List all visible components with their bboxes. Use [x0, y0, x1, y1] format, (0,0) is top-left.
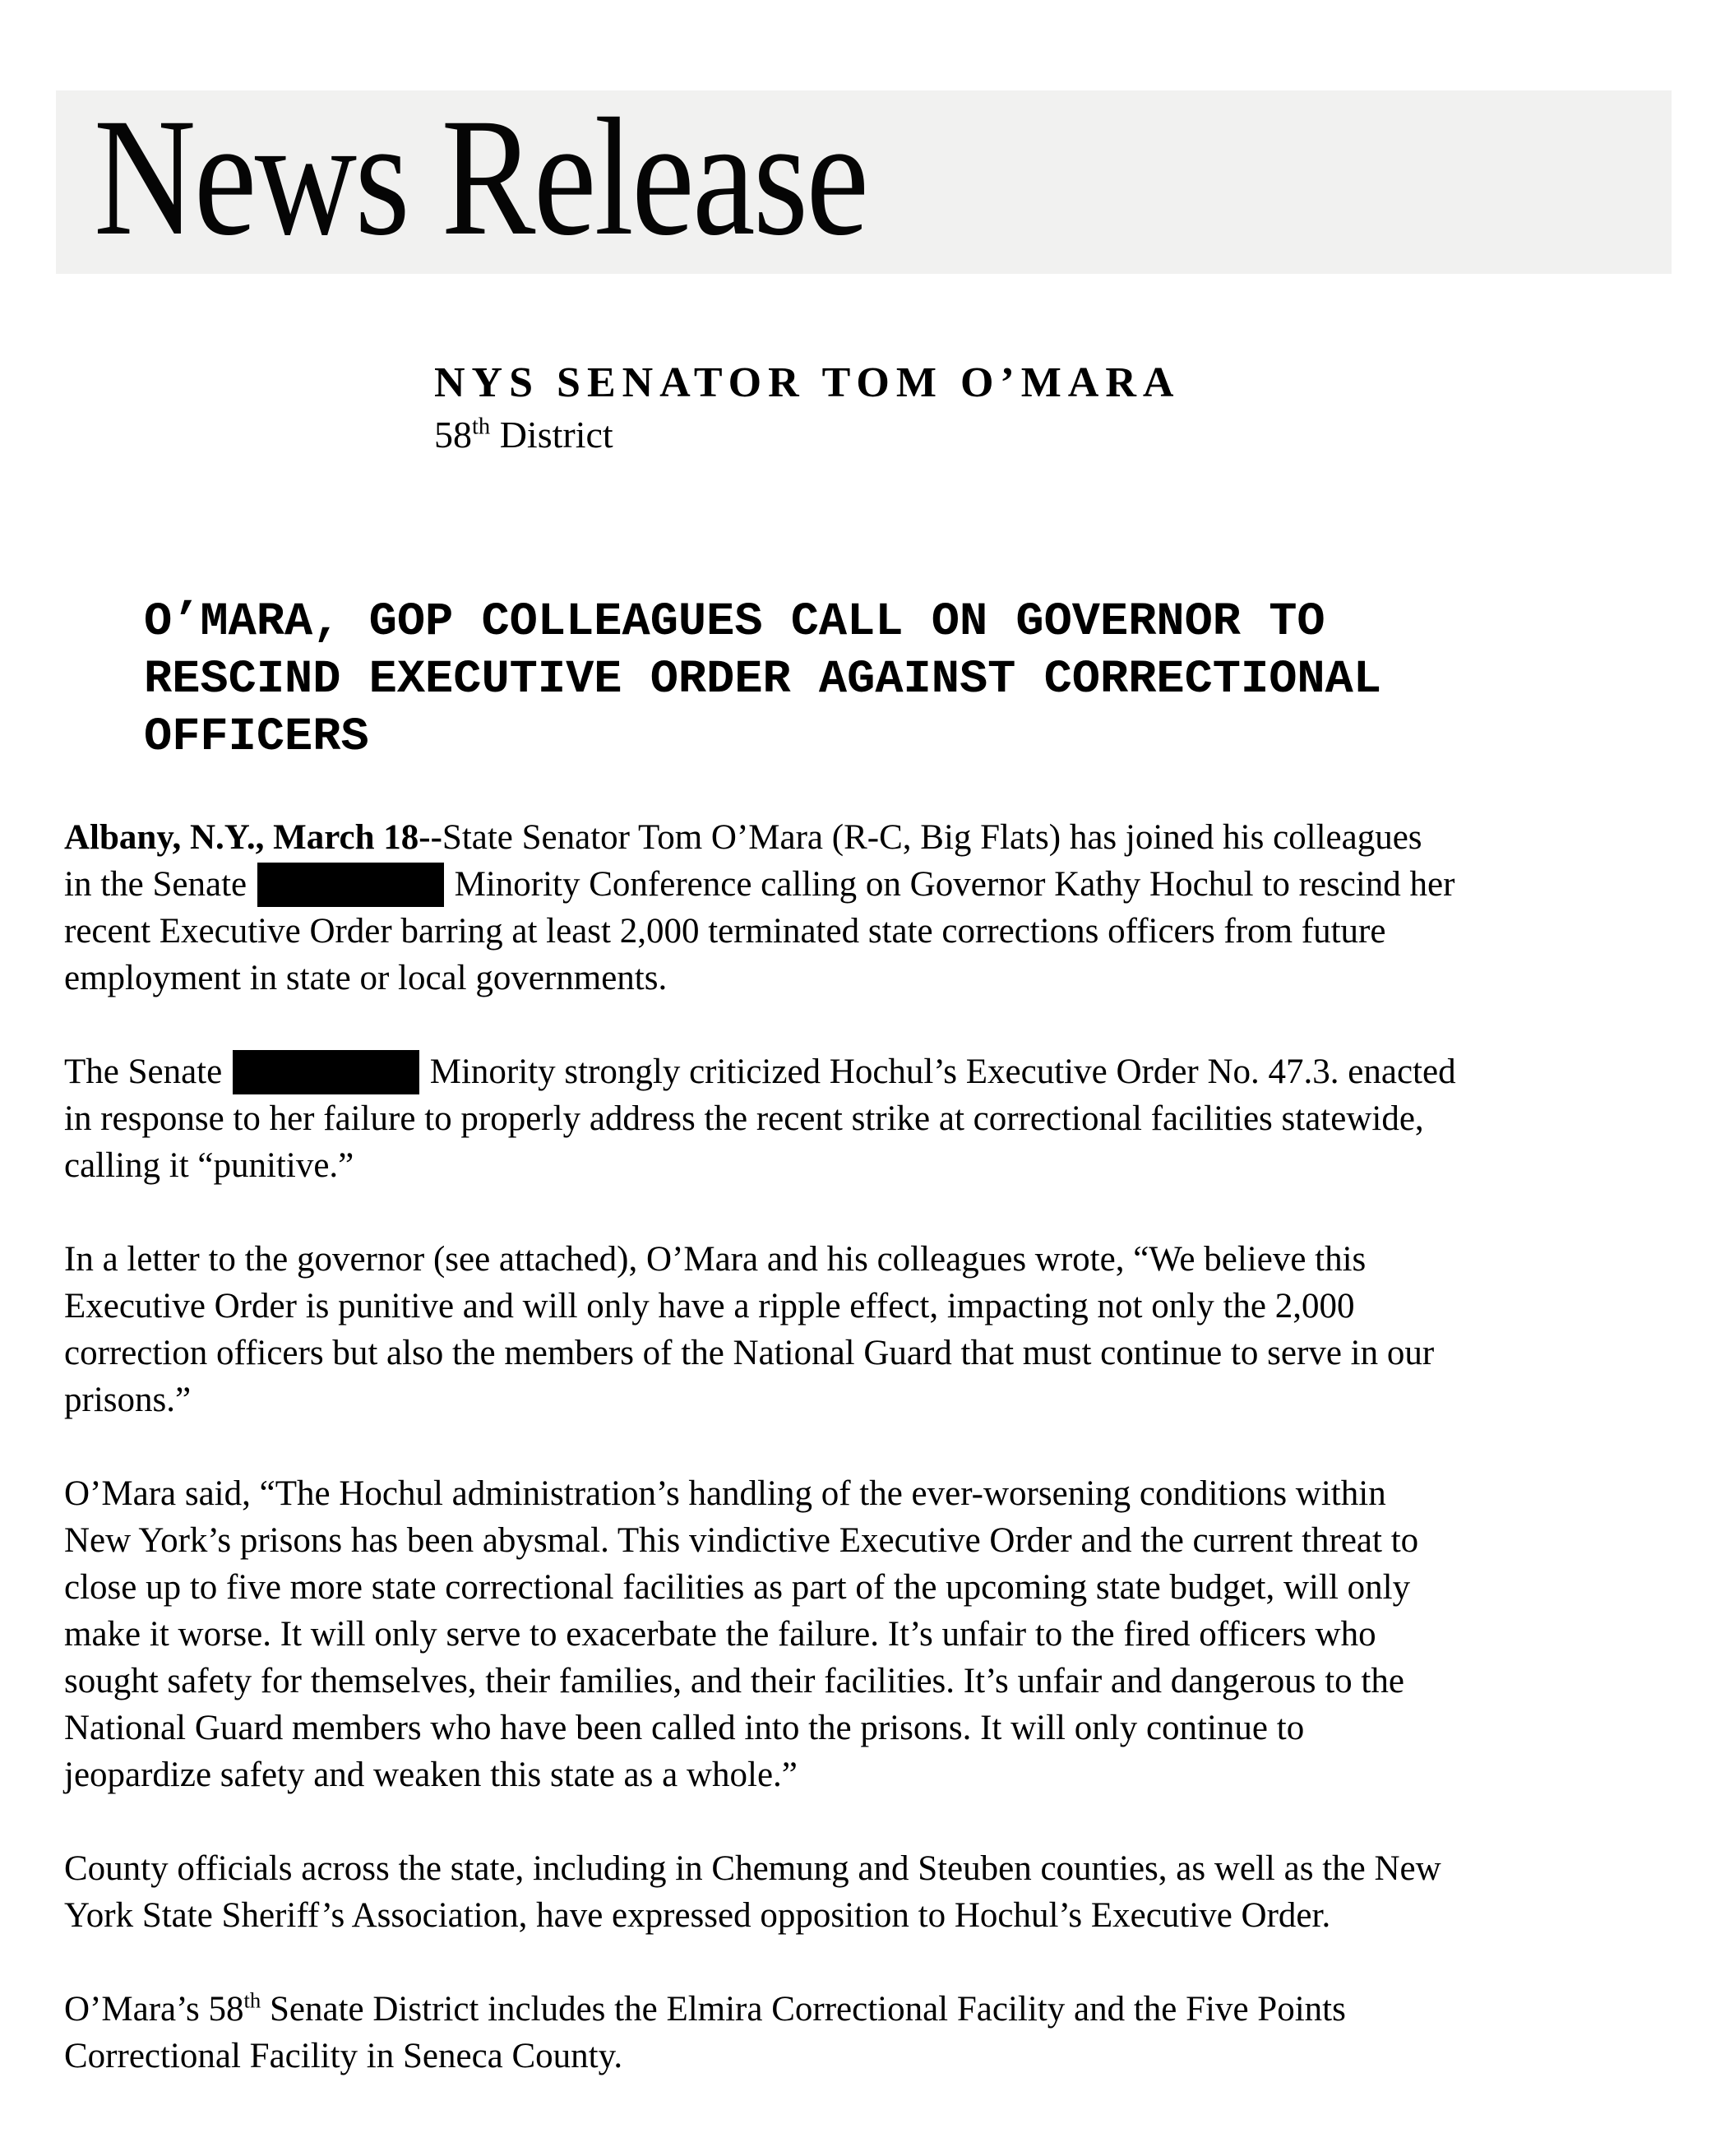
body-line — [64, 2033, 1692, 2080]
body-text: O’Mara said, “The Hochul administration’s handling of the ever-worsening conditions within — [64, 1474, 1386, 1513]
masthead-title: News Release — [94, 84, 867, 271]
headline-line-1: O’MARA, GOP COLLEAGUES CALL ON GOVERNOR TO — [144, 596, 1325, 649]
body-paragraph — [64, 1845, 1692, 1939]
body-text: State Senator Tom O’Mara (R-C, Big Flats) has joined his colleagues — [442, 818, 1422, 857]
body-text: Senate District includes the Elmira Correctional Facility and the Five Points — [261, 1990, 1346, 2029]
body-line — [64, 1376, 1692, 1423]
body-text: close up to five more state correctional facilities as part of the upcoming state budget, will only — [64, 1568, 1411, 1607]
body-text: calling it “punitive.” — [64, 1146, 354, 1185]
body-text: prisons.” — [64, 1381, 192, 1419]
body-line — [64, 908, 1692, 955]
body-paragraph — [64, 1048, 1692, 1189]
body-text: correction officers but also the members of the National Guard that must continue to serve in our — [64, 1334, 1435, 1372]
body-line — [64, 1048, 1692, 1095]
body-line — [64, 1470, 1692, 1517]
senator-name: NYS SENATOR TOM O’MARA — [434, 359, 1181, 406]
body-line — [64, 1705, 1692, 1751]
body-text: New York’s prisons has been abysmal. This vindictive Executive Order and the current threat to — [64, 1521, 1419, 1560]
redaction-box — [257, 863, 444, 907]
body-paragraph — [64, 1236, 1692, 1423]
redaction-box — [233, 1050, 419, 1094]
district-line — [434, 416, 613, 454]
body-line — [64, 1611, 1692, 1658]
district-number: 58 — [434, 414, 472, 456]
body-text: recent Executive Order barring at least 2,000 terminated state corrections officers from future — [64, 912, 1386, 951]
body-text: In a letter to the governor (see attached), O’Mara and his colleagues wrote, “We believe this — [64, 1240, 1367, 1279]
body-text: in the Senate — [64, 865, 256, 904]
body-text: employment in state or local governments. — [64, 959, 668, 997]
body-text: Executive Order is punitive and will only have a ripple effect, impacting not only the 2,000 — [64, 1287, 1355, 1326]
headline — [144, 594, 1381, 766]
body-line — [64, 1658, 1692, 1705]
body-text: Minority strongly criticized Hochul’s Executive Order No. 47.3. enacted — [420, 1053, 1456, 1091]
masthead-band — [56, 84, 1672, 274]
body-text: sought safety for themselves, their families, and their facilities. It’s unfair and dangerous to the — [64, 1662, 1404, 1700]
district-ordinal-superscript: th — [472, 414, 491, 440]
headline-line-3: OFFICERS — [144, 711, 369, 764]
body-text: Minority Conference calling on Governor Kathy Hochul to rescind her — [445, 865, 1455, 904]
body-line — [64, 955, 1692, 1002]
body-text: make it worse. It will only serve to exacerbate the failure. It’s unfair to the fired officers who — [64, 1615, 1376, 1654]
body-line — [64, 1142, 1692, 1189]
headline-line-2: RESCIND EXECUTIVE ORDER AGAINST CORRECTIONAL — [144, 654, 1382, 706]
body-line — [64, 861, 1692, 908]
body-text: County officials across the state, including in Chemung and Steuben counties, as well as the New — [64, 1849, 1441, 1888]
body-paragraph — [64, 1986, 1692, 2080]
body-line — [64, 1892, 1692, 1939]
body-text: The Senate — [64, 1053, 231, 1091]
body-text: Correctional Facility in Seneca County. — [64, 2037, 623, 2075]
body-text: in response to her failure to properly address the recent strike at correctional facilities statewide, — [64, 1099, 1424, 1138]
body-line — [64, 1283, 1692, 1330]
ordinal-superscript: th — [243, 1987, 261, 2013]
body-line — [64, 1236, 1692, 1283]
body-line — [64, 1986, 1692, 2033]
body-paragraph — [64, 814, 1692, 1002]
body-paragraph — [64, 1470, 1692, 1798]
body-line — [64, 1517, 1692, 1564]
body-line — [64, 1564, 1692, 1611]
body-line — [64, 1751, 1692, 1798]
body-line — [64, 814, 1692, 861]
body-text: York State Sheriff’s Association, have expressed opposition to Hochul’s Executive Order. — [64, 1896, 1331, 1935]
body-line — [64, 1095, 1692, 1142]
district-label: District — [490, 414, 613, 456]
body-line — [64, 1845, 1692, 1892]
body — [64, 814, 1692, 2126]
body-text: O’Mara’s 58 — [64, 1990, 244, 2029]
dateline-bold: Albany, N.Y., March 18-- — [64, 818, 442, 857]
body-text: jeopardize safety and weaken this state as a whole.” — [64, 1756, 798, 1794]
body-line — [64, 1330, 1692, 1376]
body-text: National Guard members who have been called into the prisons. It will only continue to — [64, 1709, 1305, 1747]
